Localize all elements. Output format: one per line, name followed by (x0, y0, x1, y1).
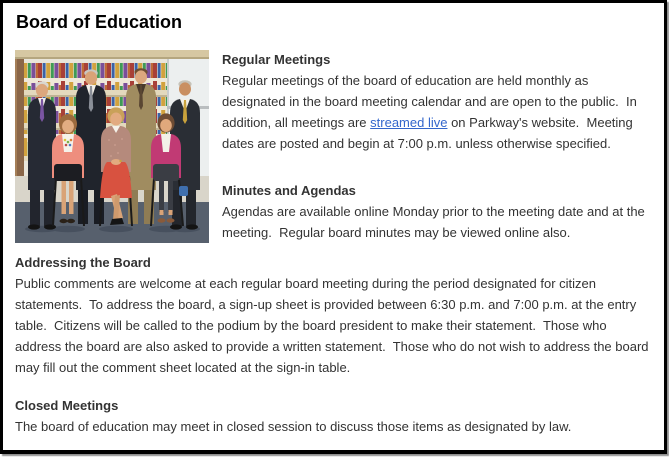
addressing-board-heading: Addressing the Board (15, 255, 151, 270)
section-addressing-the-board (15, 252, 656, 378)
regular-meetings-body (222, 70, 654, 154)
addressing-board-body: Public comments are welcome at each regular board meeting during the period designated for citizen statements. To address the board, a sign-up sheet is provided between 6:30 p.m. and 7:00 p.m. at the entry table. Citizens will be called to the podium by the board president to make their statement. Those who address the board are also asked to provide a written statement. Those who do not wish to address the board may fill out the comment sheet located at the sign-in table. (15, 276, 653, 375)
board-members-photo (15, 50, 209, 243)
regular-meetings-heading: Regular Meetings (222, 52, 331, 67)
board-members-photo-illustration (15, 50, 209, 243)
section-regular-meetings (222, 49, 654, 154)
page-title: Board of Education (16, 12, 182, 32)
closed-meetings-body: The board of education may meet in closed session to discuss those items as designated by law. (15, 419, 572, 434)
minutes-agendas-body: Agendas are available online Monday prior to the meeting date and at the meeting. Regular board minutes may be viewed online also. (222, 204, 649, 240)
photo-and-meetings-row (15, 49, 656, 243)
regular-meetings-text-before-link: Regular meetings of the board of education are held monthly as designated in the board meeting calendar and are open to the public. In addition, all meetings are (222, 73, 641, 130)
regular-meetings-text-after-link: on Parkway's website. Meeting dates are posted and begin at 7:00 p.m. unless otherwise specified. (222, 115, 637, 151)
closed-meetings-heading: Closed Meetings (15, 398, 119, 413)
full-width-sections (15, 252, 656, 437)
section-closed-meetings (15, 395, 656, 437)
minutes-agendas-heading: Minutes and Agendas (222, 183, 356, 198)
meetings-text-column (222, 49, 654, 243)
section-minutes-and-agendas (222, 180, 654, 243)
streamed-live-link[interactable]: streamed live (370, 115, 448, 130)
